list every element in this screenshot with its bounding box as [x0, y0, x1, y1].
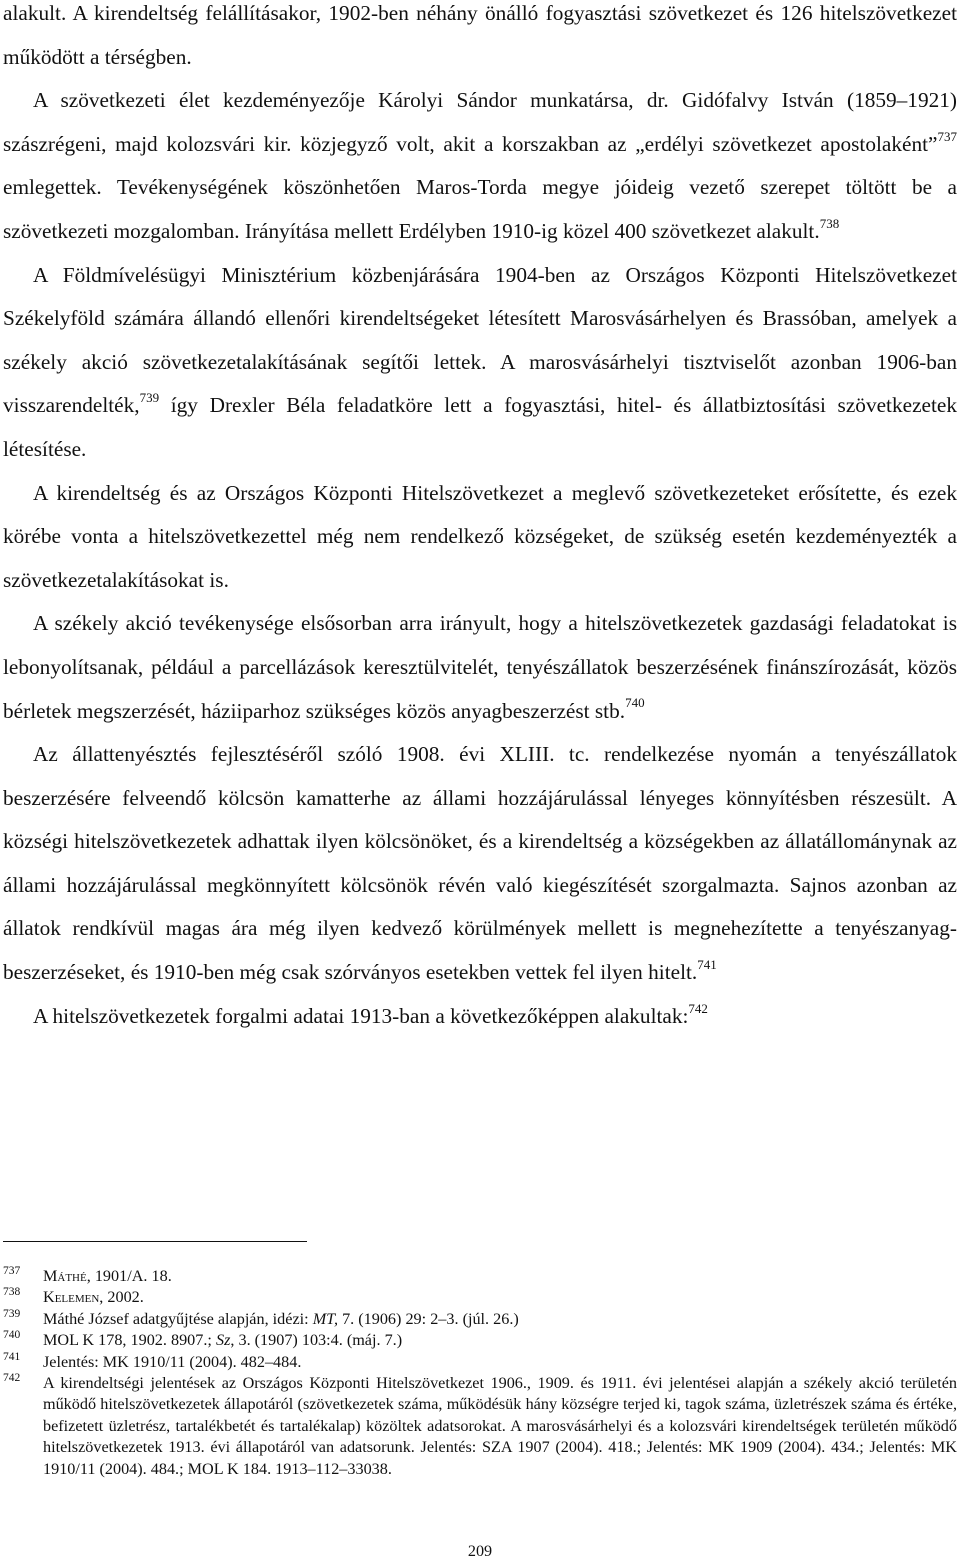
paragraph — [3, 0, 957, 79]
footnote-text — [43, 1309, 957, 1330]
text-run: A kirendeltség és az Országos Központi Hitelszövetkezet a meglevő szövetkezeteket erősítette, és ezek körébe vonta a hitelszövetkezettel még nem rendelkező községeket, de szükség esetén kezdeményezték a szövetkezetalakításokat is. — [3, 480, 957, 592]
footnote — [3, 1373, 957, 1480]
footnote — [3, 1330, 957, 1351]
text-run: Jelentés: MK 1910/11 (2004). 482–484. — [43, 1352, 302, 1371]
paragraph — [3, 79, 957, 253]
text-run: így Drexler Béla feladatköre lett a fogyasztási, hitel- és állatbiztosítási szövetkezetek létesítése. — [3, 393, 957, 461]
footnote-text — [43, 1352, 957, 1373]
footnote-text — [43, 1266, 957, 1287]
footnote-number: 742 — [3, 1372, 21, 1385]
author-name: Kelemen — [43, 1288, 100, 1307]
footnote-reference: 738 — [819, 215, 840, 231]
text-run: A kirendeltségi jelentések az Országos Központi Hitelszövetkezet 1906., 1909. és 1911. évi jelentései alapján a székely akció területén működő hitelszövetkezetek állapotáról (szövetkezetek száma, működésük hány községre terjed ki, tagok száma, üzletrészek száma és értéke, befizetett üzletrész, tartalékbetét és tartalékalap) közöltek adatsorokat. A marosvásárhelyi és a kolozsvári kirendeltségek területén működő hitelszövetkezetek 1913. évi állapotáról van adatsorunk. Jelentés: SZA 1907 (2004). 418.; Jelentés: MK 1909 (2004). 434.; Jelentés: MK 1910/11 (2004). 484.; MOL K 184. 1913–112–33038. — [43, 1374, 957, 1478]
text-run: Az állattenyésztés fejlesztéséről szóló 1908. évi XLIII. tc. rendelkezése nyomán a tenyészállatok beszerzésére felveendő kölcsön kamatterhe az állami hozzájárulással lényeges könnyítésben részesült. A községi hitelszövetkezetek adhattak ilyen kölcsönöket, és a kirendeltség a községekben az állatállománynak az állami hozzájárulással megkönnyített kölcsönök révén való kiegészítését szorgalmazta. Sajnos azonban az állatok rendkívül magas ára még ilyen kedvező körülmények mellett is megnehezítette a tenyészanyag-beszerzéseket, és 1910-ben még csak szórványos esetekben vettek fel ilyen hitelt. — [3, 742, 957, 985]
paragraph — [3, 995, 957, 1039]
text-run: A hitelszövetkezetek forgalmi adatai 1913-ban a következőképpen alakultak: — [33, 1003, 689, 1028]
text-run: , 3. (1907) 103:4. (máj. 7.) — [230, 1331, 403, 1350]
text-run: A Földmívelésügyi Minisztérium közbenjárására 1904-ben az Országos Központi Hitelszövetkezet Székelyföld számára állandó ellenőri kirendeltségeket létesített Marosvásárhelyen és Brassóban, amelyek a székely akció szövetkezetalakításának segítői lettek. A marosvásárhelyi tisztviselőt azonban 1906-ban visszarendelték, — [3, 262, 957, 418]
footnote-number: 740 — [3, 1329, 21, 1342]
footnote-reference: 740 — [625, 695, 645, 711]
paragraph — [3, 602, 957, 733]
footnote-reference: 741 — [697, 956, 717, 972]
footnote-number: 741 — [3, 1350, 21, 1363]
footnote-reference: 742 — [688, 1000, 708, 1016]
text-run: MOL K 178, 1902. 8907.; — [43, 1331, 216, 1350]
paragraph — [3, 254, 957, 472]
footnote-reference: 739 — [139, 390, 160, 406]
footnote — [3, 1352, 957, 1373]
footnote — [3, 1266, 957, 1287]
text-run: , 2002. — [99, 1288, 144, 1307]
footnote-text — [43, 1373, 957, 1480]
footnote-text — [43, 1330, 957, 1351]
body-text — [3, 0, 957, 1038]
footnote — [3, 1309, 957, 1330]
footnote — [3, 1287, 957, 1308]
paragraph — [3, 472, 957, 603]
text-run: alakult. A kirendeltség felállításakor, 1902-ben néhány önálló fogyasztási szövetkezet és 126 hitelszövetkezet működött a térségben. — [3, 1, 957, 69]
author-name: A — [131, 1267, 144, 1285]
text-run: . 18. — [143, 1267, 172, 1285]
footnote-number: 737 — [3, 1265, 21, 1277]
text-run: 7. (1906) 29: 2–3. (júl. 26.) — [338, 1309, 519, 1328]
footnote-number: 738 — [3, 1286, 21, 1299]
text-run: A székely akció tevékenysége elsősorban arra irányult, hogy a hitelszövetkezetek gazdasági feladatokat is lebonyolítsanak, például a parcellázások keresztülvitelét, tenyészállatok beszerzésének finánszírozását, közös bérletek megszerzését, háziiparhoz szükséges közös anyagbeszerzést stb. — [3, 611, 957, 723]
italic-text: MT, — [312, 1309, 339, 1328]
footnote-separator — [3, 1241, 307, 1242]
footnote-text — [43, 1287, 957, 1308]
text-run: Máthé József adatgyűjtése alapján, idézi: — [43, 1309, 313, 1328]
text-run: A szövetkezeti élet kezdeményezője Károlyi Sándor munkatársa, dr. Gidófalvy István (1859–1921) szászrégeni, majd kolozsvári kir. közjegyző volt, akit a korszakban az „erdélyi szövetkezet apostolaként” — [3, 88, 957, 156]
footnote-number: 739 — [3, 1307, 21, 1320]
page-number: 209 — [467, 1542, 493, 1560]
author-name: Máthé — [43, 1267, 87, 1285]
footnotes — [3, 1266, 957, 1480]
footnote-reference: 737 — [937, 128, 957, 144]
text-run: , 1901/ — [86, 1267, 132, 1285]
text-run: emlegettek. Tevékenységének köszönhetően Maros-Torda megye jóideig vezető szerepet töltött be a szövetkezeti mozgalomban. Irányítása mellett Erdélyben 1910-ig közel 400 szövetkezet alakult. — [3, 175, 957, 243]
italic-text: Sz — [215, 1331, 231, 1350]
paragraph — [3, 733, 957, 995]
